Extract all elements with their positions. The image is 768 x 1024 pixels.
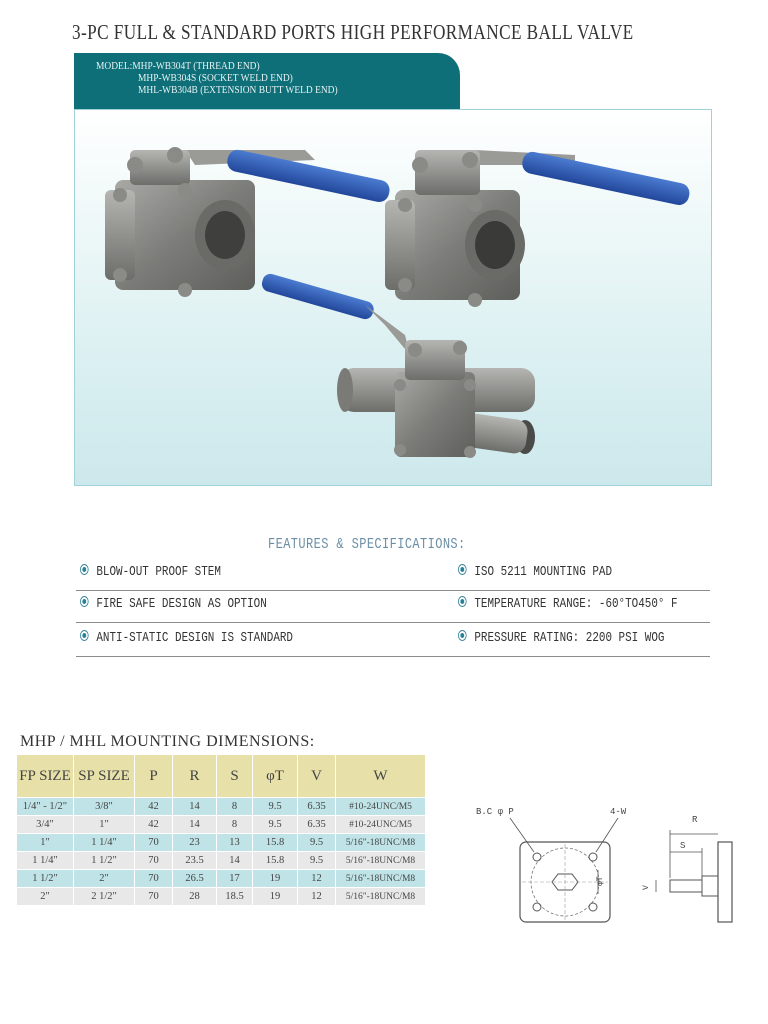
r-label: R bbox=[692, 815, 698, 825]
table-cell: 8 bbox=[217, 798, 253, 816]
bullet-icon bbox=[458, 564, 467, 575]
feature-item: BLOW-OUT PROOF STEM bbox=[80, 564, 221, 580]
table-cell: 9.5 bbox=[253, 816, 298, 834]
product-photo bbox=[74, 109, 712, 486]
table-cell: 70 bbox=[135, 870, 173, 888]
column-header: φT bbox=[253, 755, 298, 798]
table-cell: 42 bbox=[135, 816, 173, 834]
model-line: MHP-WB304S (SOCKET WELD END) bbox=[138, 73, 293, 84]
table-cell: 1 1/4" bbox=[17, 852, 74, 870]
table-cell: 9.5 bbox=[253, 798, 298, 816]
table-row bbox=[17, 834, 426, 852]
table-row bbox=[17, 816, 426, 834]
w-label: 4-W bbox=[610, 807, 627, 817]
table-cell: 1/4" - 1/2" bbox=[17, 798, 74, 816]
table-cell: 9.5 bbox=[298, 834, 336, 852]
table-cell: 13 bbox=[217, 834, 253, 852]
table-cell: 12 bbox=[298, 870, 336, 888]
table-cell: 19 bbox=[253, 870, 298, 888]
table-cell: 23.5 bbox=[173, 852, 217, 870]
feature-item: FIRE SAFE DESIGN AS OPTION bbox=[80, 596, 267, 612]
table-cell: 8 bbox=[217, 816, 253, 834]
table-cell: 70 bbox=[135, 852, 173, 870]
table-cell: 15.8 bbox=[253, 834, 298, 852]
table-cell: 6.35 bbox=[298, 798, 336, 816]
table-row bbox=[17, 870, 426, 888]
dimensions-title: MHP / MHL MOUNTING DIMENSIONS: bbox=[20, 733, 315, 750]
table-cell: 2" bbox=[17, 888, 74, 906]
table-cell: 14 bbox=[173, 798, 217, 816]
column-header: V bbox=[298, 755, 336, 798]
table-cell: #10-24UNC/M5 bbox=[336, 816, 426, 834]
table-cell: 9.5 bbox=[298, 852, 336, 870]
column-header: SP SIZE bbox=[74, 755, 135, 798]
table-cell: 5/16"-18UNC/M8 bbox=[336, 870, 426, 888]
feature-item: TEMPERATURE RANGE: -60°TO450° F bbox=[458, 596, 678, 612]
valve-thread-end bbox=[385, 150, 691, 307]
table-cell: 5/16"-18UNC/M8 bbox=[336, 888, 426, 906]
table-cell: 1 1/4" bbox=[74, 834, 135, 852]
table-cell: #10-24UNC/M5 bbox=[336, 798, 426, 816]
table-cell: 18.5 bbox=[217, 888, 253, 906]
table-cell: 17 bbox=[217, 870, 253, 888]
bullet-icon bbox=[458, 596, 467, 607]
table-cell: 70 bbox=[135, 888, 173, 906]
s-label: S bbox=[680, 841, 686, 851]
bcp-label: B.C φ P bbox=[476, 807, 514, 817]
valve-socket-weld bbox=[105, 147, 391, 297]
table-cell: 3/4" bbox=[17, 816, 74, 834]
table-cell: 23 bbox=[173, 834, 217, 852]
features-heading: FEATURES & SPECIFICATIONS: bbox=[268, 536, 466, 553]
bullet-icon bbox=[80, 564, 89, 575]
t-label: φT bbox=[596, 876, 605, 886]
column-header: FP SIZE bbox=[17, 755, 74, 798]
table-cell: 19 bbox=[253, 888, 298, 906]
table-cell: 1 1/2" bbox=[74, 852, 135, 870]
column-header: R bbox=[173, 755, 217, 798]
table-row bbox=[17, 798, 426, 816]
table-cell: 1" bbox=[74, 816, 135, 834]
model-tab bbox=[74, 53, 460, 109]
dimensions-table bbox=[16, 754, 426, 906]
table-header-row bbox=[17, 755, 426, 798]
table-cell: 70 bbox=[135, 834, 173, 852]
table-cell: 1 1/2" bbox=[17, 870, 74, 888]
table-cell: 1" bbox=[17, 834, 74, 852]
table-cell: 5/16"-18UNC/M8 bbox=[336, 852, 426, 870]
table-cell: 3/8" bbox=[74, 798, 135, 816]
table-cell: 28 bbox=[173, 888, 217, 906]
model-line: MHL-WB304B (EXTENSION BUTT WELD END) bbox=[138, 85, 338, 96]
table-cell: 2" bbox=[74, 870, 135, 888]
feature-row bbox=[76, 558, 710, 591]
table-cell: 2 1/2" bbox=[74, 888, 135, 906]
table-row bbox=[17, 888, 426, 906]
table-cell: 6.35 bbox=[298, 816, 336, 834]
bullet-icon bbox=[80, 630, 89, 641]
bullet-icon bbox=[80, 596, 89, 607]
feature-item: PRESSURE RATING: 2200 PSI WOG bbox=[458, 630, 664, 646]
table-cell: 15.8 bbox=[253, 852, 298, 870]
table-cell: 5/16"-18UNC/M8 bbox=[336, 834, 426, 852]
feature-row bbox=[76, 624, 710, 657]
mounting-drawing bbox=[470, 800, 760, 940]
table-cell: 12 bbox=[298, 888, 336, 906]
feature-item: ANTI-STATIC DESIGN IS STANDARD bbox=[80, 630, 293, 646]
table-cell: 42 bbox=[135, 798, 173, 816]
column-header: S bbox=[217, 755, 253, 798]
page-title: 3-PC FULL & STANDARD PORTS HIGH PERFORMANCE BALL VALVE bbox=[72, 20, 634, 44]
table-cell: 26.5 bbox=[173, 870, 217, 888]
model-line: MODEL:MHP-WB304T (THREAD END) bbox=[96, 61, 260, 72]
feature-row bbox=[76, 590, 710, 623]
column-header: P bbox=[135, 755, 173, 798]
bullet-icon bbox=[458, 630, 467, 641]
feature-item: ISO 5211 MOUNTING PAD bbox=[458, 564, 612, 580]
table-cell: 14 bbox=[173, 816, 217, 834]
table-cell: 14 bbox=[217, 852, 253, 870]
v-label: V bbox=[642, 885, 651, 890]
table-row bbox=[17, 852, 426, 870]
column-header: W bbox=[336, 755, 426, 798]
